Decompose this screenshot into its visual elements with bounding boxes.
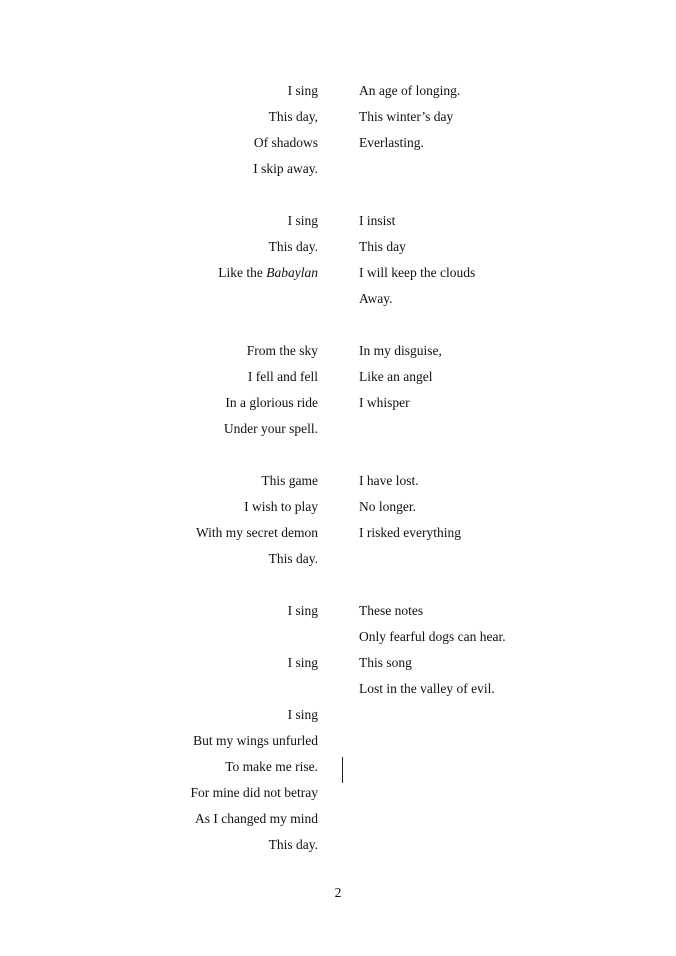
poem-line-left: With my secret demon	[195, 525, 318, 540]
poem-line-left: Under your spell.	[223, 421, 318, 436]
poem-line-left: Of shadows	[253, 135, 318, 150]
poem-line-left: I sing	[287, 213, 318, 228]
poem-line-left: But my wings unfurled	[193, 733, 318, 748]
poem-line-left	[218, 264, 318, 282]
poem-line-right: Away.	[359, 291, 393, 306]
poem-line-left: This game	[261, 473, 318, 488]
poem-line-right: Lost in the valley of evil.	[359, 681, 495, 696]
poem-line-right: I will keep the clouds	[359, 265, 476, 280]
poem-line-right: These notes	[359, 603, 424, 618]
poem-line-right: Only fearful dogs can hear.	[359, 629, 506, 644]
poem-line-right: I whisper	[359, 395, 410, 410]
poem-line-right: This winter’s day	[359, 109, 454, 124]
poem-line-left: To make me rise.	[225, 759, 318, 774]
poem-line-left: I sing	[287, 83, 318, 98]
poem-line-left: I sing	[287, 707, 318, 722]
poem-line-left: This day,	[268, 109, 318, 124]
poem-line-left: As I changed my mind	[195, 811, 318, 826]
poem-line-right: This day	[359, 239, 406, 254]
poem-line-right: In my disguise,	[359, 343, 442, 358]
poem-line-right: I risked everything	[359, 525, 461, 540]
poem-line-left: I fell and fell	[247, 369, 318, 384]
text-cursor	[342, 757, 343, 783]
poem-line-left: I wish to play	[244, 499, 318, 514]
poem-line-left: I skip away.	[253, 161, 318, 176]
poem-line-left: From the sky	[246, 343, 318, 358]
poem-line-left: For mine did not betray	[190, 785, 318, 800]
poem-line-right: Like an angel	[359, 369, 433, 384]
poem-line-left: I sing	[287, 655, 318, 670]
poem-line-left: This day.	[268, 837, 318, 852]
poem-line-left: I sing	[287, 603, 318, 618]
poem-line-left: This day.	[268, 551, 318, 566]
page-number: 2	[334, 885, 342, 900]
poem-line-left: In a glorious ride	[225, 395, 318, 410]
poem-line-right: I have lost.	[359, 473, 419, 488]
poem-line-italic-word: Babaylan	[266, 265, 318, 280]
poem-line-left: This day.	[268, 239, 318, 254]
poem-line-text: Like the	[218, 265, 267, 280]
poem-line-right: This song	[359, 655, 412, 670]
poem-line-right: Everlasting.	[359, 135, 424, 150]
poem-line-right: No longer.	[359, 499, 416, 514]
poem-line-right: An age of longing.	[359, 83, 461, 98]
poem-line-right: I insist	[359, 213, 396, 228]
